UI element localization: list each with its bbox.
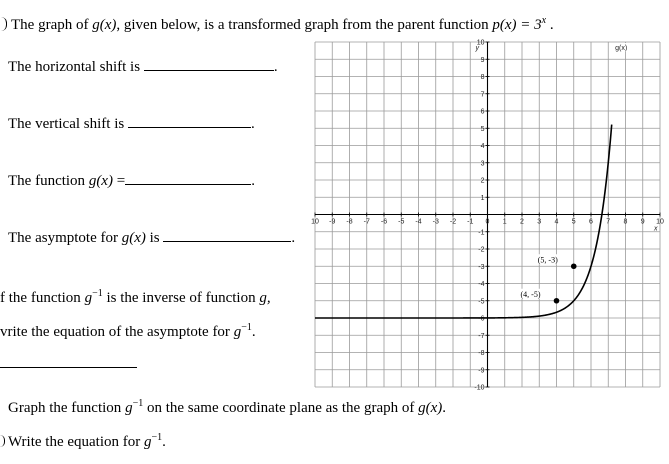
- x-tick-label: -3: [432, 218, 439, 226]
- x-tick-label: -8: [346, 218, 353, 226]
- x-tick-label: 2: [520, 218, 524, 226]
- point-label: (4, -5): [520, 289, 541, 299]
- x-tick-label: -9: [329, 218, 336, 226]
- curve-label: g(x): [615, 45, 628, 52]
- y-tick-label: -6: [478, 315, 485, 323]
- vertical-shift-question: The vertical shift is .: [8, 113, 255, 133]
- y-tick-label: -7: [478, 332, 485, 340]
- y-tick-label: -8: [478, 350, 485, 357]
- y-tick-label: -5: [478, 298, 485, 306]
- data-point: [571, 263, 577, 269]
- x-tick-label: -2: [449, 218, 457, 226]
- x-tick-label: -1: [467, 218, 474, 226]
- x-tick-label: 1: [502, 218, 507, 226]
- y-tick-labels: [474, 40, 484, 392]
- graph-inverse-instruction: Graph the function $g^{-1}$ on the same coordinate plane as the graph of g(x).: [8, 398, 447, 416]
- y-tick-label: -1: [478, 229, 485, 237]
- function-g-question: The function g(x) = .: [8, 170, 255, 190]
- y-tick-label: 9: [480, 56, 485, 64]
- points-layer: [519, 254, 577, 303]
- inverse-question-line-1: f the function $g^{-1}$ is the inverse of function g,: [0, 288, 271, 306]
- asymptote-question: The asymptote for g(x) is .: [8, 227, 295, 247]
- curve-layer: [315, 43, 629, 318]
- x-tick-label: 5: [571, 218, 576, 226]
- y-tick-label: 3: [480, 160, 485, 168]
- y-tick-label: -4: [478, 281, 485, 288]
- y-tick-label: 6: [480, 108, 485, 116]
- x-tick-label: 0: [485, 218, 490, 226]
- x-tick-label: 10: [656, 218, 664, 226]
- x-tick-label: 8: [623, 218, 628, 226]
- y-tick-label: 4: [480, 143, 485, 150]
- horizontal-shift-question: The horizontal shift is .: [8, 56, 278, 76]
- x-tick-label: 6: [589, 218, 593, 226]
- x-tick-label: -7: [363, 218, 370, 226]
- x-tick-label: -6: [380, 218, 388, 226]
- x-tick-label: -5: [398, 218, 405, 226]
- y-tick-label: 2: [480, 177, 485, 185]
- x-tick-label: -4: [415, 218, 422, 226]
- point-label: (5, -3): [537, 255, 558, 265]
- g-of-x-curve: [315, 125, 612, 318]
- y-tick-label: -9: [478, 367, 485, 375]
- y-tick-label: 1: [480, 194, 485, 202]
- y-tick-label: -10: [474, 384, 485, 392]
- x-tick-label: 9: [640, 218, 645, 226]
- data-point: [554, 298, 560, 304]
- x-axis-label: x: [654, 225, 658, 233]
- y-axis-label: y: [475, 45, 479, 52]
- y-tick-label: 7: [480, 91, 485, 99]
- intro-line: The graph of g(x), given below, is a transformed graph from the parent function $p(x) = 3^x$ .: [0, 12, 554, 34]
- y-tick-label: -3: [478, 263, 485, 271]
- y-tick-label: -2: [478, 246, 485, 254]
- x-tick-labels: [311, 219, 664, 226]
- x-tick-label: 7: [606, 218, 611, 226]
- y-tick-label: 5: [480, 125, 485, 133]
- x-tick-label: 10: [311, 218, 319, 226]
- x-tick-label: 3: [537, 218, 542, 226]
- write-equation-instruction: Write the equation for $g^{-1}$.: [0, 429, 166, 451]
- y-tick-label: 10: [476, 39, 485, 47]
- inverse-question-line-2: vrite the equation of the asymptote for $g^{-1}$.: [0, 322, 256, 340]
- y-tick-label: 8: [480, 74, 485, 81]
- x-tick-label: 4: [554, 218, 559, 226]
